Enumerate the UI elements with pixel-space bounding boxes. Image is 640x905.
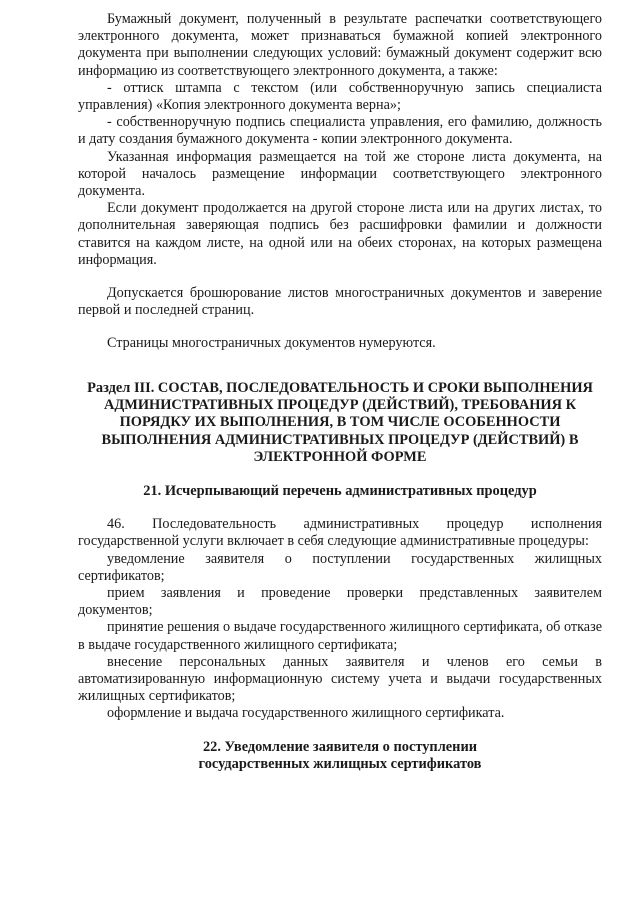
subheading-22-line1: 22. Уведомление заявителя о поступлении: [202, 738, 478, 755]
spacer: [78, 353, 602, 380]
paragraph-46: 46. Последовательность административных процедур исполнения государственной услуги включает в себя следующие административные процедуры:: [78, 516, 602, 550]
spacer: [78, 319, 602, 335]
procedure-item: внесение персональных данных заявителя и членов его семьи в автоматизированную информационную систему учета и выдачи государственных жилищных сертификатов;: [78, 653, 602, 705]
procedure-item: оформление и выдача государственного жилищного сертификата.: [107, 705, 505, 722]
list-item-stamp: - оттиск штампа с текстом (или собственноручную запись специалиста управления) «Копия электронного документа верна»;: [78, 79, 602, 114]
paragraph-paper-copy-conditions: Бумажный документ, полученный в результате распечатки соответствующего электронного документа, может признаваться бумажной копией электронного документа при выполнении следующих условий: бумажный документ содержит всю информацию из соответствующего электронного документа, а также:: [78, 11, 602, 79]
paragraph-page-numbering: Страницы многостраничных документов нумеруются.: [107, 335, 436, 352]
subheading-21: 21. Исчерпывающий перечень административных процедур: [143, 482, 537, 499]
document-page: [78, 11, 602, 773]
spacer: [78, 467, 602, 483]
paragraph-info-placement: Указанная информация размещается на той же стороне листа документа, на которой началось размещение информации соответствующего электронного документа.: [78, 148, 602, 200]
procedure-item: принятие решения о выдаче государственного жилищного сертификата, об отказе в выдаче государственного жилищного сертификата;: [78, 619, 602, 653]
paragraph-binding: Допускается брошюрование листов многостраничных документов и заверение первой и последней страниц.: [78, 285, 602, 319]
spacer: [78, 269, 602, 285]
spacer: [78, 500, 602, 516]
list-item-signature: - собственноручную подпись специалиста управления, его фамилию, должность и дату создания бумажного документа - копии электронного документа.: [78, 114, 602, 148]
procedure-item: прием заявления и проведение проверки представленных заявителем документов;: [78, 584, 602, 619]
paragraph-continuation: Если документ продолжается на другой стороне листа или на других листах, то дополнительная заверяющая подпись без расшифровки фамилии и должности ставится на каждом листе, на одной или на обеих сторонах, на которых размещена информация.: [78, 200, 602, 268]
section-heading: Раздел III. СОСТАВ, ПОСЛЕДОВАТЕЛЬНОСТЬ И СРОКИ ВЫПОЛНЕНИЯ АДМИНИСТРАТИВНЫХ ПРОЦЕДУР (ДЕЙСТВИЙ), ТРЕБОВАНИЯ К ПОРЯДКУ ИХ ВЫПОЛНЕНИЯ, В ТОМ ЧИСЛЕ ОСОБЕННОСТИ ВЫПОЛНЕНИЯ АДМИНИСТРАТИВНЫХ ПРОЦЕДУР (ДЕЙСТВИЙ) В ЭЛЕКТРОННОЙ ФОРМЕ: [87, 379, 593, 466]
subheading-22-line2: государственных жилищных сертификатов: [198, 755, 482, 772]
spacer: [78, 723, 602, 739]
procedure-item: уведомление заявителя о поступлении государственных жилищных сертификатов;: [78, 550, 602, 584]
